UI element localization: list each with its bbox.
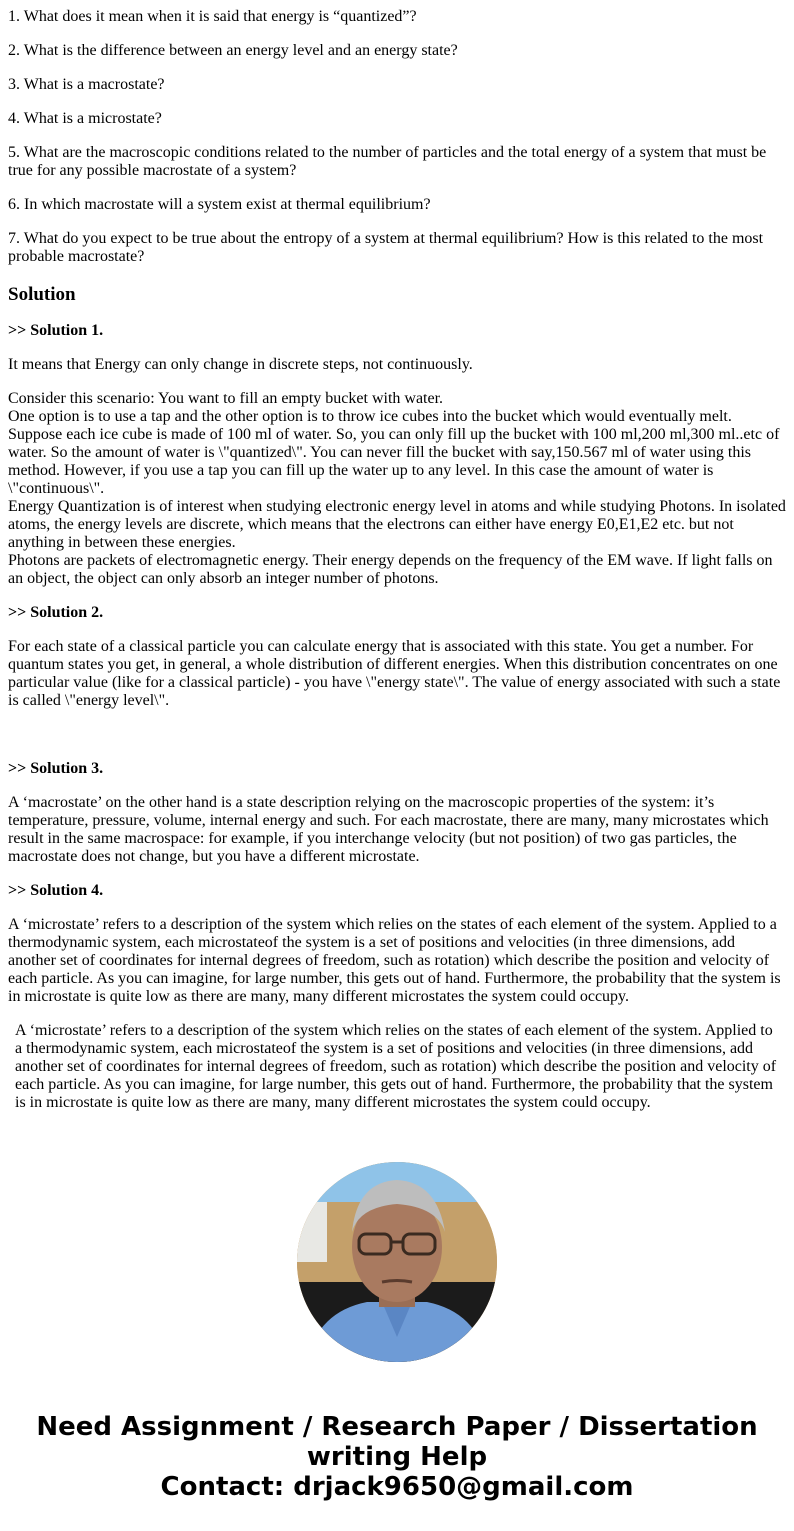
contact-banner [0, 1412, 794, 1502]
solution-1-body [8, 390, 786, 588]
solution-3-title: >> Solution 3. [8, 760, 104, 777]
solution-2-text: For each state of a classical particle you can calculate energy that is associated with this state. You get a number. For quantum states you get, in general, a whole distribution of different energies. When this distribution concentrates on one particular value (like for a classical particle) - you have \"energy state\". The value of energy associated with such a state is called \"energy level\". [8, 638, 781, 709]
question-5: 5. What are the macroscopic conditions related to the number of particles and the total energy of a system that must be true for any possible macrostate of a system? [8, 144, 767, 179]
question-2: 2. What is the difference between an energy level and an energy state? [8, 42, 458, 59]
question-6: 6. In which macrostate will a system exist at thermal equilibrium? [8, 196, 431, 213]
solution-1-line: Photons are packets of electromagnetic energy. Their energy depends on the frequency of the EM wave. If light falls on an object, the object can only absorb an integer number of photons. [8, 552, 773, 587]
question-7: 7. What do you expect to be true about the entropy of a system at thermal equilibrium? How is this related to the most probable macrostate? [8, 230, 764, 265]
solution-2-title: >> Solution 2. [8, 604, 104, 621]
solution-heading: Solution [8, 284, 76, 305]
solution-1-line: One option is to use a tap and the other option is to throw ice cubes into the bucket which would eventually melt. Suppose each ice cube is made of 100 ml of water. So, you can only fill up the bucket with 100 ml,200 ml,300 ml..etc of water. So the amount of water is \"quantized\". You can never fill the bucket with say,150.567 ml of water using this method. However, if you use a tap you can fill up the water up to any level. In this case the amount of water is \"continuous\". [8, 408, 780, 497]
question-3: 3. What is a macrostate? [8, 76, 165, 93]
solution-1-intro: It means that Energy can only change in discrete steps, not continuously. [8, 356, 473, 373]
document [0, 8, 794, 1112]
author-avatar [297, 1162, 497, 1362]
footer-contact-email: Contact: drjack9650@gmail.com [160, 1472, 634, 1502]
solution-3-text: A ‘macrostate’ on the other hand is a state description relying on the macroscopic properties of the system: it’s temperature, pressure, volume, internal energy and such. For each macrostate, there are many, many microstates which result in the same macrospace: for example, if you interchange velocity (but not position) of two gas particles, the macrostate does not change, but you have a different microstate. [8, 794, 769, 865]
footer-help-text: Need Assignment / Research Paper / Dissertation writing Help [36, 1412, 758, 1472]
solution-1-line: Energy Quantization is of interest when studying electronic energy level in atoms and while studying Photons. In isolated atoms, the energy levels are discrete, which means that the electrons can either have energy E0,E1,E2 etc. but not anything in between these energies. [8, 498, 786, 551]
question-1: 1. What does it mean when it is said that energy is “quantized”? [8, 8, 417, 25]
solution-1-title: >> Solution 1. [8, 322, 104, 339]
solution-4-title: >> Solution 4. [8, 882, 104, 899]
solution-1-line: Consider this scenario: You want to fill an empty bucket with water. [8, 390, 444, 407]
solution-4-text: A ‘microstate’ refers to a description of the system which relies on the states of each element of the system. Applied to a thermodynamic system, each microstateof the system is a set of positions and velocities (in three dimensions, add another set of coordinates for internal degrees of freedom, such as rotation) which describe the position and velocity of each particle. As you can imagine, for large number, this gets out of hand. Furthermore, the probability that the system is in microstate is quite low as there are many, many different microstates the system could occupy. [8, 916, 781, 1005]
solution-4-quote: A ‘microstate’ refers to a description of the system which relies on the states of each element of the system. Applied to a thermodynamic system, each microstateof the system is a set of positions and velocities (in three dimensions, add another set of coordinates for internal degrees of freedom, such as rotation) which describe the position and velocity of each particle. As you can imagine, for large number, this gets out of hand. Furthermore, the probability that the system is in microstate is quite low as there are many, many different microstates the system could occupy. [15, 1022, 777, 1111]
question-4: 4. What is a microstate? [8, 110, 162, 127]
